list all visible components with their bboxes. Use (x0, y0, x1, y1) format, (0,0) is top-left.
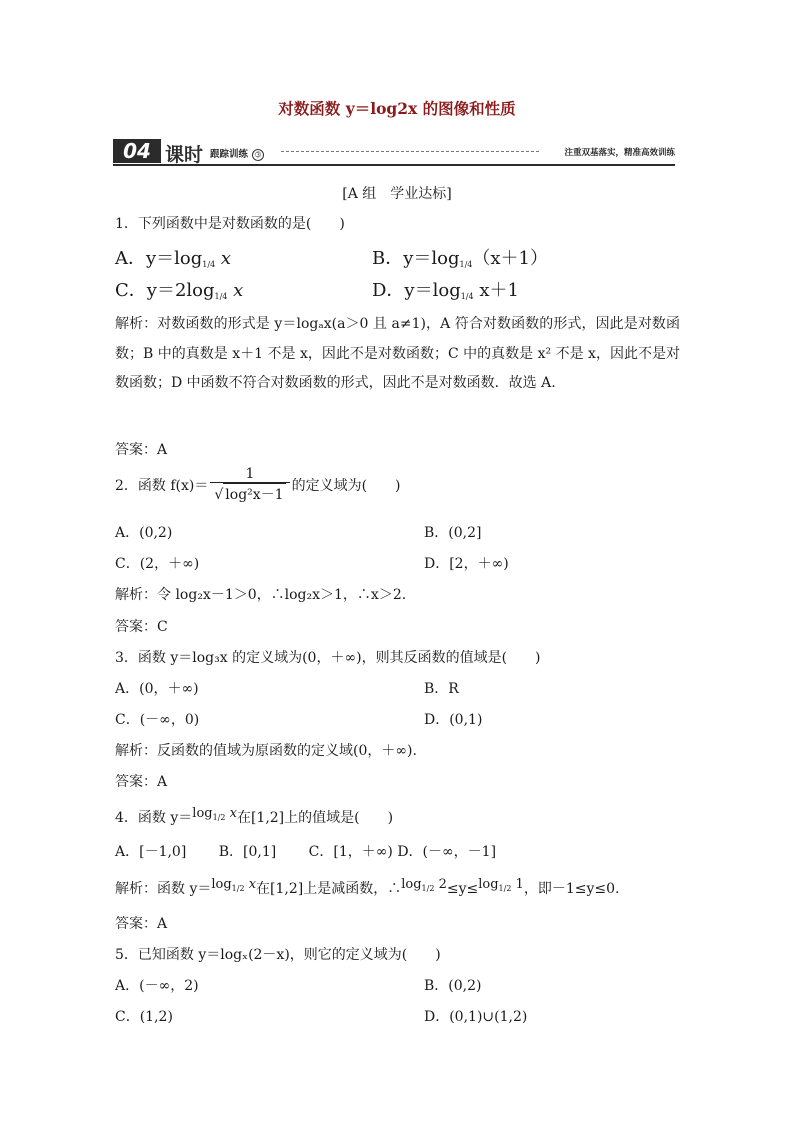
q4-analysis (115, 877, 619, 898)
banner-underline (113, 164, 675, 166)
q1-analysis: 解析：对数函数的形式是 y＝logₐx(a＞0 且 a≠1)，A 符合对数函数的形式，因此是对数函数；B 中的真数是 x＋1 不是 x，因此不是对数函数；C 中的真数是 x² 不是 x，因此不是对数函数；D 中函数不符合对数函数的形式，因此不是对数函数．故选 A. (115, 316, 680, 391)
q2-option-a: A．(0,2) (115, 525, 173, 541)
q1-option-a-var: x (220, 248, 232, 269)
q4-stem-pre: 4．函数 y＝ (115, 810, 193, 826)
q1-option-a (115, 244, 231, 270)
q1-option-d (372, 276, 519, 302)
q4-analysis-a: log (401, 877, 422, 892)
q5-option-a: A．(－∞，2) (115, 978, 199, 994)
q1-option-c-base: 1/4 (214, 292, 228, 301)
q2-numerator: 1 (210, 466, 289, 483)
q4-analysis-b: log (478, 877, 499, 892)
q2-option-b: B．(0,2] (424, 525, 482, 541)
q1-option-b (372, 244, 548, 270)
q2-option-d: D．[2，＋∞) (424, 556, 509, 572)
q4-analysis-post: ，即－1≤y≤0. (523, 881, 620, 897)
q5-stem: 5．已知函数 y＝logₓ(2－x)，则它的定义域为( ) (115, 947, 441, 963)
q1-option-c (115, 276, 243, 302)
q2-denominator: log²x－1 (223, 483, 285, 504)
q1-option-d-text: D．y＝log (372, 280, 461, 301)
q2-analysis: 解析：令 log₂x－1＞0，∴log₂x＞1，∴x＞2. (115, 587, 407, 603)
lesson-number-badge: 04 (113, 139, 161, 163)
q4-analysis-rel: ≤y≤ (446, 881, 479, 897)
q2-stem-pre: 2．函数 f(x)＝ (115, 478, 209, 494)
q4-analysis-pre: 解析：函数 y＝ (115, 881, 212, 897)
q1-option-c-text: C．y＝2log (115, 280, 215, 301)
q4-analysis-b-tail: 1 (515, 877, 524, 892)
q3-option-a: A．(0，＋∞) (115, 681, 199, 697)
q2-answer: 答案：C (115, 619, 168, 635)
q5-option-b: B．(0,2) (424, 978, 482, 994)
lesson-banner (113, 137, 675, 167)
q1-option-c-var: x (233, 280, 244, 301)
q4-analysis-b-base: 1/2 (498, 884, 512, 893)
q1-option-d-tail: x＋1 (479, 280, 519, 301)
q3-stem: 3．函数 y＝log₃x 的定义域为(0，＋∞)，则其反函数的值域是( ) (115, 650, 541, 666)
q3-option-b: B．R (424, 681, 459, 697)
q2-fraction: $\frac{1}{\text{√ log²x－1}}$ (210, 466, 289, 504)
q1-stem: 1．下列函数中是对数函数的是( ) (115, 216, 345, 232)
q1-option-a-text: A．y＝log (115, 248, 203, 269)
q3-analysis: 解析：反函数的值域为原函数的定义域(0，＋∞). (115, 743, 417, 759)
track-training-label (210, 146, 264, 161)
q3-option-c: C．(－∞，0) (115, 712, 200, 728)
q4-analysis-a-base: 1/2 (421, 884, 435, 893)
q1-option-b-tail: （x＋1） (472, 248, 548, 269)
q4-stem-post: 在[1,2]上的值域是( ) (236, 810, 394, 826)
q4-func-var: x (229, 806, 237, 821)
banner-slogan: 注重双基落实，精准高效训练 (564, 148, 675, 158)
q4-func: log (192, 806, 213, 821)
q4-func-base: 1/2 (212, 813, 226, 822)
q5-option-d: D．(0,1)∪(1,2) (424, 1009, 528, 1025)
section-heading: [A 组 学业达标] (342, 186, 452, 202)
q2-stem-post: 的定义域为( ) (291, 478, 401, 494)
q2-option-c: C．(2，＋∞) (115, 556, 200, 572)
q4-stem (115, 806, 393, 827)
q4-answer: 答案：A (115, 916, 168, 932)
q2-stem (115, 466, 401, 504)
q1-option-b-base: 1/4 (459, 260, 473, 269)
q4-options: A．[－1,0] B．[0,1] C．[1，＋∞) D．(－∞，－1] (115, 844, 497, 860)
page-title: 对数函数 y＝log2x 的图像和性质 (278, 99, 516, 118)
q4-analysis-var: x (248, 877, 257, 892)
q4-analysis-a-tail: 2 (438, 877, 447, 892)
q4-analysis-base: 1/2 (231, 884, 245, 893)
q5-option-c: C．(1,2) (115, 1009, 173, 1025)
q3-answer: 答案：A (115, 774, 168, 790)
lesson-label: 课时 (165, 144, 204, 166)
q1-answer: 答案：A (115, 442, 168, 458)
q4-analysis-mid: 在[1,2]上是减函数，∴ (256, 881, 402, 897)
q3-option-d: D．(0,1) (424, 712, 483, 728)
dashed-divider (281, 151, 539, 152)
q4-analysis-func: log (211, 877, 232, 892)
q1-option-b-text: B．y＝log (372, 248, 460, 269)
circled-number-icon: ➂ (252, 149, 264, 161)
track-text: 跟踪训练 (210, 149, 249, 160)
q1-option-a-base: 1/4 (202, 260, 216, 269)
q1-option-d-base: 1/4 (460, 292, 474, 301)
